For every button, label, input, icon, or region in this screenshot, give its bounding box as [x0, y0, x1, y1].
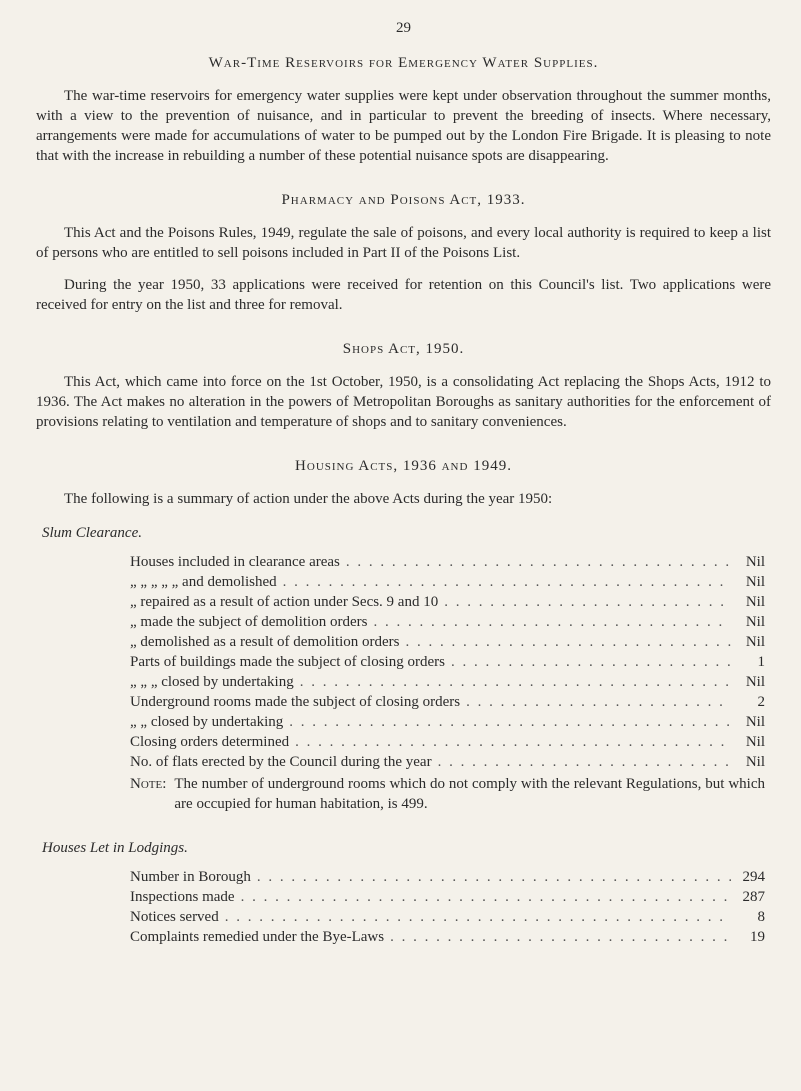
list-item: „ „ closed by undertaking . . . Nil	[36, 712, 771, 732]
list-item: „ repaired as a result of action under Secs. 9 and 10 . . . Nil	[36, 592, 771, 612]
heading-shops-act: Shops Act, 1950.	[342, 341, 465, 357]
list-item: Underground rooms made the subject of closing orders . . . 2	[36, 692, 771, 712]
leader-dots	[300, 672, 731, 692]
note-underground-rooms	[36, 774, 771, 814]
leader-dots	[225, 907, 731, 927]
heading-pharmacy-poisons-act: Pharmacy and Poisons Act, 1933.	[281, 192, 526, 208]
paragraph-shops: This Act, which came into force on the 1st October, 1950, is a consolidating Act replacing the Shops Acts, 1912 to 1936. The Act makes no alteration in the powers of Metropolitan Boroughs as sanitary authorities for the enforcement of provisions relating to ventilation and temperature of shops and to sanitary conveniences.	[36, 374, 771, 430]
list-item: Inspections made . . . 287	[36, 887, 771, 907]
note-label: Note:	[130, 776, 167, 792]
paragraph-war-time: The war-time reservoirs for emergency water supplies were kept under observation throughout the summer months, with a view to the prevention of nuisance, and in particular to prevent the breeding of insects. Where necessary, arrangements were made for accumulations of water to be pumped out by the London Fire Brigade. It is pleasing to note that with the increase in rebuilding a number of these potential nuisance spots are disappearing.	[36, 88, 771, 164]
leader-dots	[295, 732, 731, 752]
subheading-houses-let-in-lodgings: Houses Let in Lodgings.	[42, 840, 188, 856]
heading-war-time-reservoirs: War-Time Reservoirs for Emergency Water Supplies.	[208, 55, 599, 71]
leader-dots	[406, 632, 731, 652]
leader-dots	[289, 712, 731, 732]
list-item: No. of flats erected by the Council during the year . . . Nil	[36, 752, 771, 772]
heading-housing-acts: Housing Acts, 1936 and 1949.	[295, 458, 512, 474]
list-item: „ „ „ closed by undertaking . . . Nil	[36, 672, 771, 692]
leader-dots	[346, 552, 731, 572]
list-item: „ demolished as a result of demolition orders . . . Nil	[36, 632, 771, 652]
leader-dots	[373, 612, 731, 632]
slum-clearance-list	[36, 552, 771, 772]
lodgings-list	[36, 867, 771, 947]
paragraph-housing: The following is a summary of action under the above Acts during the year 1950:	[64, 491, 553, 507]
list-item: Closing orders determined . . . Nil	[36, 732, 771, 752]
list-item: Houses included in clearance areas . . . Nil	[36, 552, 771, 572]
leader-dots	[257, 867, 731, 887]
leader-dots	[466, 692, 731, 712]
note-text: The number of underground rooms which do not comply with the relevant Regulations, but which are occupied for human habitation, is 499.	[174, 776, 765, 812]
leader-dots	[390, 927, 731, 947]
page-number: 29	[396, 20, 411, 36]
subheading-slum-clearance: Slum Clearance.	[42, 525, 142, 541]
list-item: „ „ „ „ „ and demolished . . . Nil	[36, 572, 771, 592]
list-item: Notices served . . . 8	[36, 907, 771, 927]
list-item: Number in Borough . . . 294	[36, 867, 771, 887]
paragraph-pharmacy-1: This Act and the Poisons Rules, 1949, regulate the sale of poisons, and every local authority is required to keep a list of persons who are entitled to sell poisons included in Part II of the Poisons List.	[36, 225, 771, 261]
leader-dots	[241, 887, 731, 907]
leader-dots	[451, 652, 731, 672]
list-item: „ made the subject of demolition orders . . . Nil	[36, 612, 771, 632]
leader-dots	[438, 752, 731, 772]
list-item: Complaints remedied under the Bye-Laws . . . 19	[36, 927, 771, 947]
leader-dots	[283, 572, 731, 592]
leader-dots	[444, 592, 731, 612]
paragraph-pharmacy-2: During the year 1950, 33 applications were received for retention on this Council's list. Two applications were received for entry on the list and three for removal.	[36, 277, 771, 313]
list-item: Parts of buildings made the subject of closing orders . . . 1	[36, 652, 771, 672]
